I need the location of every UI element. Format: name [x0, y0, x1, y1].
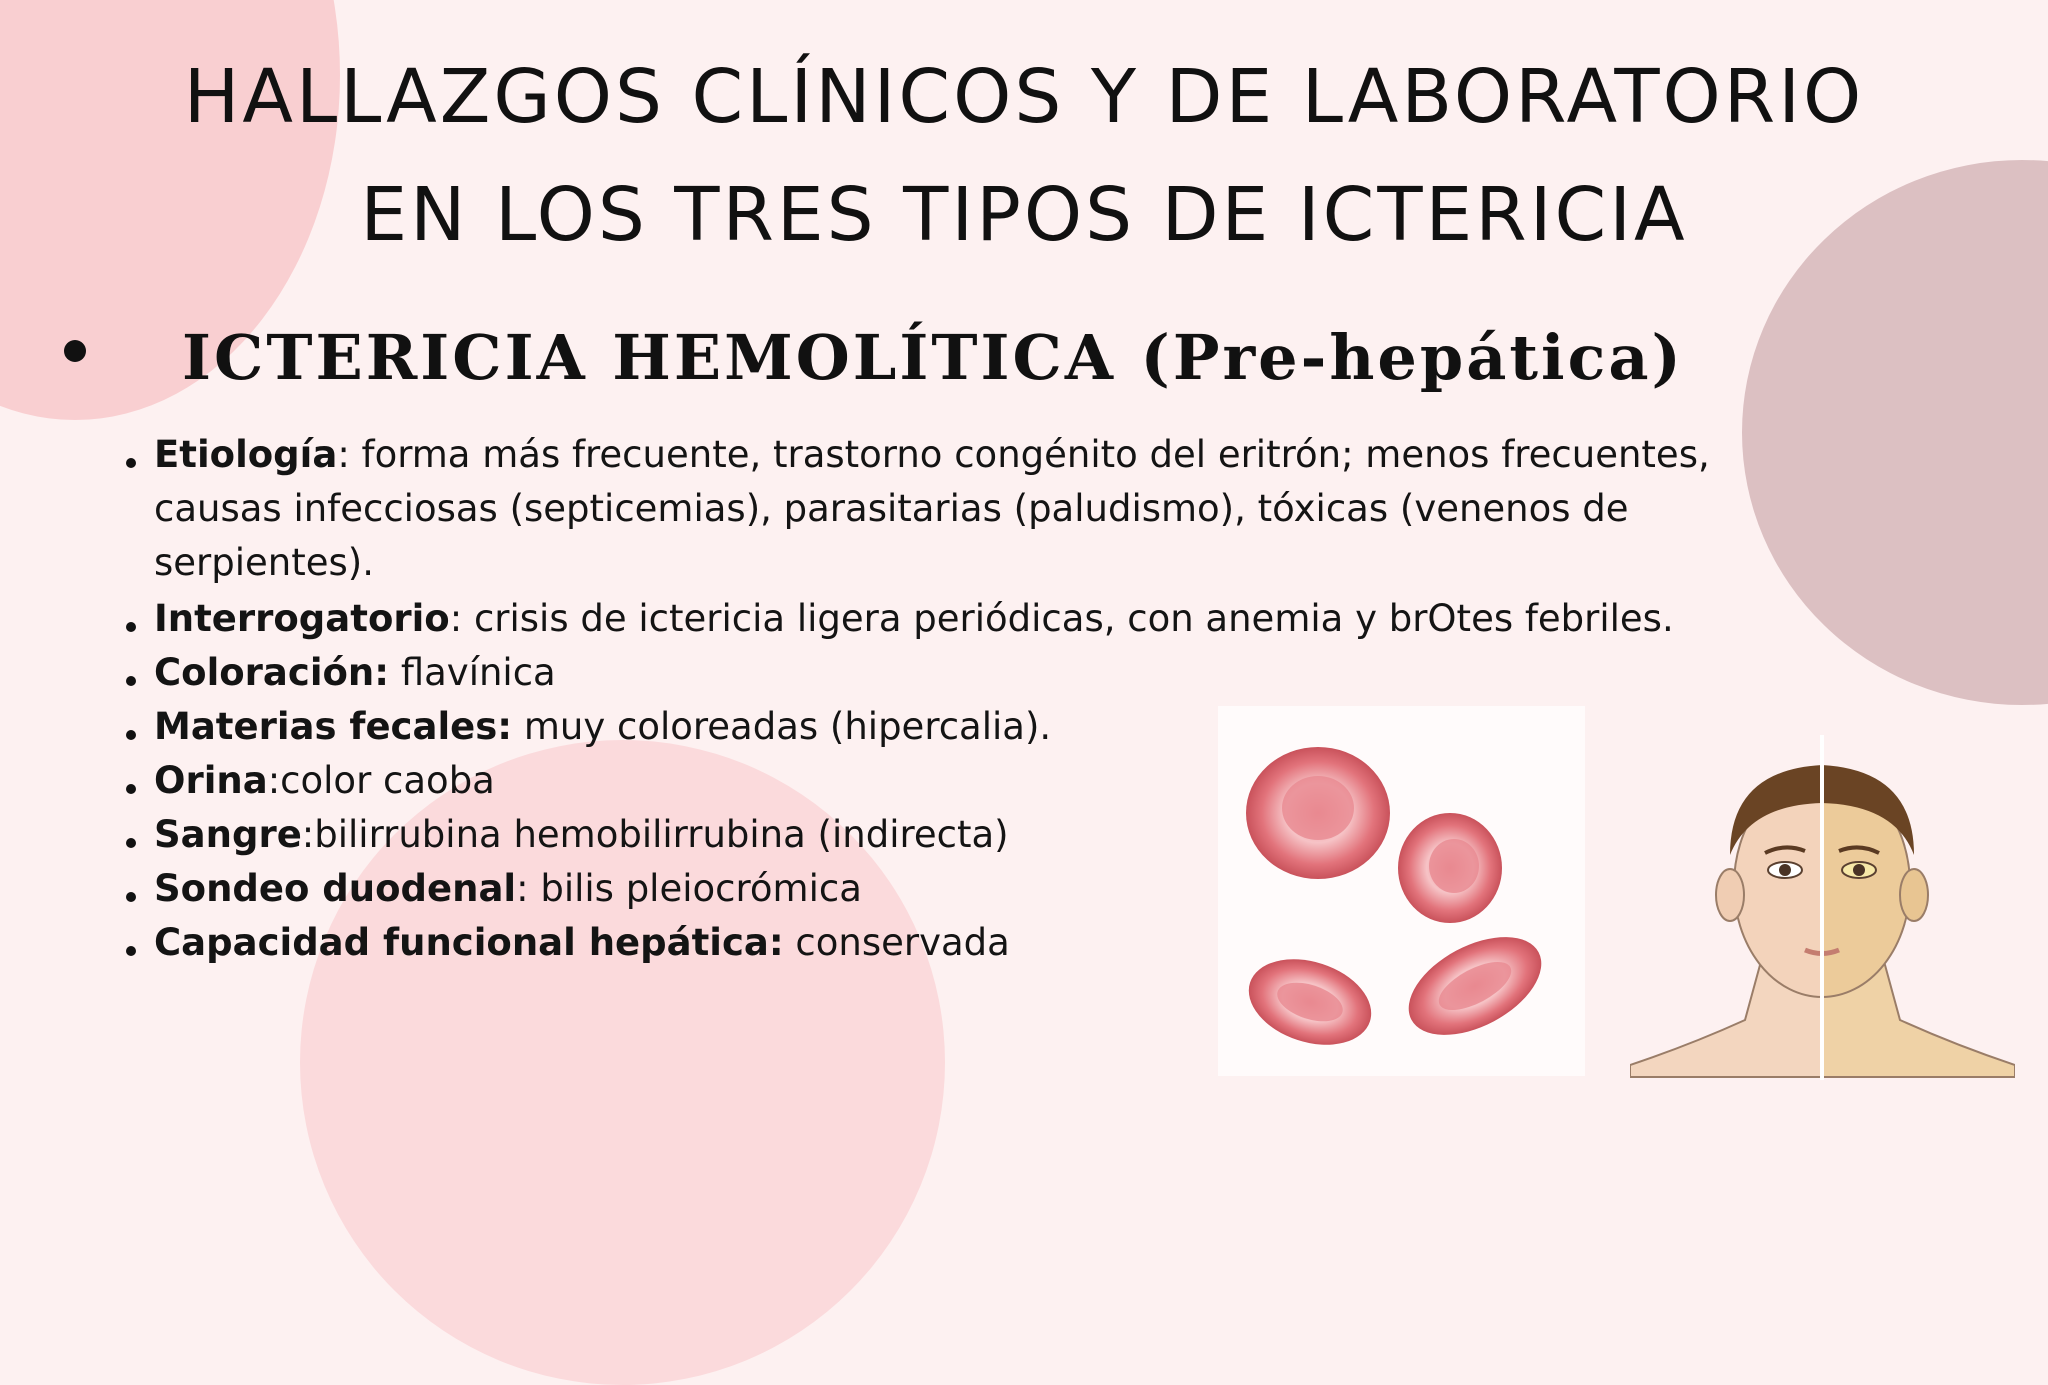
red-cell-4 — [1393, 917, 1558, 1055]
slide-title-line-2: EN LOS TRES TIPOS DE ICTERICIA — [360, 172, 1688, 258]
item-text: : bilis pleiocrómica — [516, 867, 862, 910]
list-item-interrogatorio — [154, 592, 1774, 646]
slide-title — [0, 38, 2048, 274]
item-label: Orina — [154, 759, 268, 802]
item-text: : crisis de ictericia ligera periódicas, con anemia y brOtes febriles. — [449, 597, 1674, 640]
section-heading: ICTERICIA HEMOLÍTICA (Pre-hepática) — [182, 321, 1684, 394]
heading-bullet — [64, 340, 86, 362]
item-text: flavínica — [389, 651, 556, 694]
item-label: Interrogatorio — [154, 597, 450, 640]
red-blood-cells-image — [1218, 706, 1585, 1076]
red-cell-1 — [1246, 747, 1390, 879]
item-label: Coloración: — [154, 651, 390, 694]
red-blood-cells-illustration — [1218, 706, 1585, 1076]
item-label: Capacidad funcional hepática: — [154, 921, 784, 964]
jaundice-face-illustration — [1630, 735, 2015, 1080]
item-text: :bilirrubina hemobilirrubina (indirecta) — [301, 813, 1009, 856]
item-label: Sangre — [154, 813, 302, 856]
jaundice-face-image — [1630, 735, 2015, 1080]
item-text: conservada — [783, 921, 1010, 964]
red-cell-2 — [1398, 813, 1502, 923]
slide-title-line-1: HALLAZGOS CLÍNICOS Y DE LABORATORIO — [183, 54, 1865, 140]
item-label: Materias fecales: — [154, 705, 513, 748]
item-label: Sondeo duodenal — [154, 867, 517, 910]
item-label: Etiología — [154, 433, 338, 476]
item-text: :color caoba — [267, 759, 495, 802]
item-text: muy coloreadas (hipercalia). — [512, 705, 1052, 748]
item-text: : forma más frecuente, trastorno congénito del eritrón; menos frecuentes, causas infecciosas (septicemias), parasitarias (paludismo), tóxicas (venenos de serpientes). — [154, 433, 1710, 584]
list-item-coloracion — [154, 646, 1774, 700]
list-item-etiologia — [154, 428, 1774, 592]
red-cell-3 — [1238, 944, 1383, 1059]
